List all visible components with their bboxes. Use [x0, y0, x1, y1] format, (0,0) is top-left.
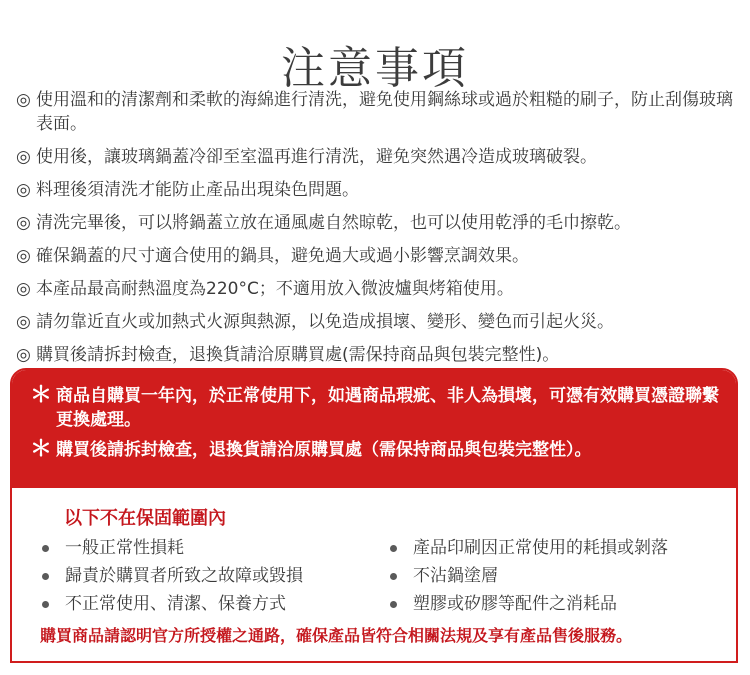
bullet-dot-icon [390, 573, 397, 580]
bullet-dot-icon [390, 601, 397, 608]
care-note-text: 本產品最高耐熱溫度為220°C；不適用放入微波爐與烤箱使用。 [36, 279, 514, 299]
exclusion-text: 歸責於購買者所致之故障或毀損 [65, 566, 303, 586]
care-notes-list [16, 88, 736, 367]
care-note [16, 178, 736, 202]
circle-bullet-icon: ◎ [16, 147, 31, 167]
exclusion-item [42, 592, 303, 616]
exclusion-text: 產品印刷因正常使用的耗損或剝落 [413, 538, 668, 558]
circle-bullet-icon: ◎ [16, 279, 31, 299]
bullet-dot-icon [42, 573, 49, 580]
exclusion-item [390, 564, 668, 588]
care-note [16, 244, 736, 268]
care-note [16, 211, 736, 235]
exclusion-item [390, 592, 668, 616]
circle-bullet-icon: ◎ [16, 312, 31, 332]
care-note-text: 使用後，讓玻璃鍋蓋冷卻至室溫再進行清洗，避免突然遇冷造成玻璃破裂。 [36, 147, 597, 167]
care-note-text: 料理後須清洗才能防止產品出現染色問題。 [36, 180, 359, 200]
exclusion-text: 塑膠或矽膠等配件之消耗品 [413, 594, 617, 614]
bullet-dot-icon [390, 545, 397, 552]
authorized-channel-note: 購買商品請認明官方所授權之通路，確保產品皆符合相關法規及享有產品售後服務。 [40, 626, 633, 645]
bullet-dot-icon [42, 545, 49, 552]
bullet-dot-icon [42, 601, 49, 608]
care-note-text: 購買後請拆封檢查，退換貨請洽原購買處(需保持商品與包裝完整性)。 [36, 345, 560, 365]
exclusions-title: 以下不在保固範圍內 [64, 508, 226, 529]
care-note-text: 使用溫和的清潔劑和柔軟的海綿進行清洗，避免使用鋼絲球或過於粗糙的刷子，防止刮傷玻璃表面。 [36, 90, 733, 134]
exclusion-item [42, 564, 303, 588]
care-note [16, 343, 736, 367]
exclusions-list-right [390, 536, 668, 620]
circle-bullet-icon: ◎ [16, 180, 31, 200]
care-note [16, 145, 736, 169]
exclusion-text: 不沾鍋塗層 [413, 566, 498, 586]
circle-bullet-icon: ◎ [16, 90, 31, 110]
warranty-box [10, 368, 738, 663]
circle-bullet-icon: ◎ [16, 345, 31, 365]
warranty-line [30, 438, 720, 462]
care-note [16, 310, 736, 334]
warranty-header [12, 370, 736, 488]
exclusion-text: 不正常使用、清潔、保養方式 [65, 594, 286, 614]
exclusion-item [42, 536, 303, 560]
warranty-line [30, 384, 720, 432]
circle-bullet-icon: ◎ [16, 246, 31, 266]
warranty-line-text: 商品自購買一年內，於正常使用下，如遇商品瑕疵、非人為損壞，可憑有效購買憑證聯繫更換處理。 [56, 386, 719, 430]
asterisk-icon: ＊ [30, 437, 53, 462]
circle-bullet-icon: ◎ [16, 213, 31, 233]
exclusion-item [390, 536, 668, 560]
warranty-line-text: 購買後請拆封檢查，退換貨請洽原購買處（需保持商品與包裝完整性）。 [56, 440, 592, 460]
care-note [16, 88, 736, 136]
asterisk-icon: ＊ [30, 383, 53, 408]
page-title: 注意事項 [281, 43, 469, 95]
care-note-text: 確保鍋蓋的尺寸適合使用的鍋具，避免過大或過小影響烹調效果。 [36, 246, 529, 266]
exclusion-text: 一般正常性損耗 [65, 538, 184, 558]
care-note [16, 277, 736, 301]
care-note-text: 清洗完畢後，可以將鍋蓋立放在通風處自然晾乾，也可以使用乾淨的毛巾擦乾。 [36, 213, 631, 233]
exclusions-list-left [42, 536, 303, 620]
care-note-text: 請勿靠近直火或加熱式火源與熱源，以免造成損壞、變形、變色而引起火災。 [36, 312, 614, 332]
